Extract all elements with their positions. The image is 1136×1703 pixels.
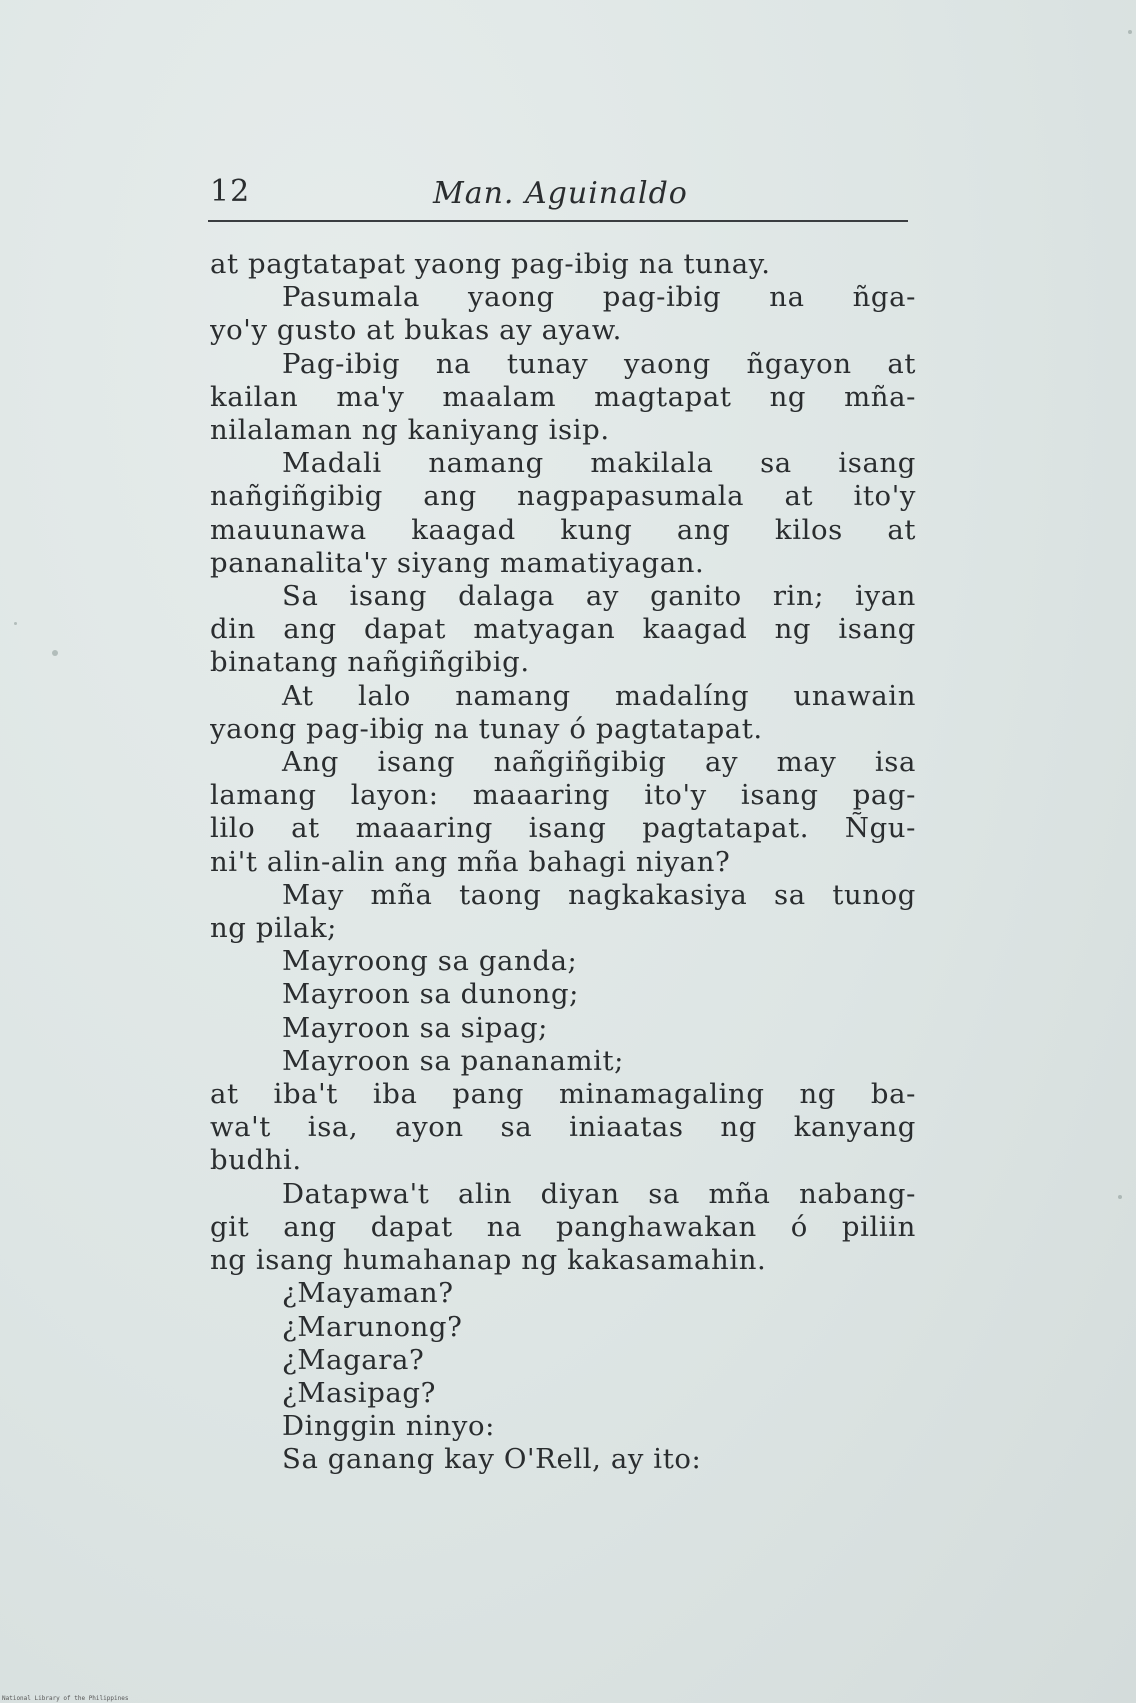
text-line: yo'y gusto at bukas ay ayaw. bbox=[210, 314, 622, 347]
footer-credit: National Library of the Philippines bbox=[2, 1695, 129, 1702]
text-line: din ang dapat matyagan kaagad ng isang bbox=[210, 613, 916, 646]
text-line: Mayroon sa dunong; bbox=[282, 978, 580, 1011]
text-line: mauunawa kaagad kung ang kilos at bbox=[210, 513, 916, 546]
text-line: nilalaman ng kaniyang isip. bbox=[210, 414, 610, 447]
text-line: Mayroon sa sipag; bbox=[282, 1011, 549, 1044]
text-line: Pag-ibig na tunay yaong ñgayon at bbox=[282, 347, 916, 380]
text-line: Mayroong sa ganda; bbox=[282, 945, 578, 978]
text-line: git ang dapat na panghawakan ó piliin bbox=[210, 1210, 916, 1243]
text-line: ng pilak; bbox=[210, 912, 337, 945]
text-line: ng isang humahanap ng kakasamahin. bbox=[210, 1244, 767, 1277]
text-line: ¿Marunong? bbox=[282, 1310, 463, 1343]
text-line: pananalita'y siyang mamatiyagan. bbox=[210, 546, 705, 579]
text-line: May mña taong nagkakasiya sa tunog bbox=[282, 878, 916, 911]
text-line: Pasumala yaong pag-ibig na ñga- bbox=[282, 281, 916, 314]
text-line: wa't isa, ayon sa iniaatas ng kanyang bbox=[210, 1111, 916, 1144]
text-line: Dinggin ninyo: bbox=[282, 1410, 495, 1443]
paper-speck bbox=[14, 622, 17, 625]
text-line: Sa ganang kay O'Rell, ay ito: bbox=[282, 1443, 702, 1476]
text-line: Ang isang nañgiñgibig ay may isa bbox=[282, 746, 916, 779]
text-line: at pagtatapat yaong pag-ibig na tunay. bbox=[210, 248, 771, 280]
text-line: ¿Magara? bbox=[282, 1343, 425, 1376]
text-line: ¿Mayaman? bbox=[282, 1277, 454, 1310]
text-line: ni't alin-alin ang mña bahagi niyan? bbox=[210, 845, 731, 878]
text-line: nañgiñgibig ang nagpapasumala at ito'y bbox=[210, 480, 916, 513]
page-number: 12 bbox=[210, 174, 251, 209]
text-line: at iba't iba pang minamagaling ng ba- bbox=[210, 1078, 916, 1111]
paper-speck bbox=[52, 650, 58, 656]
page-header bbox=[208, 170, 908, 222]
text-line: lamang layon: maaaring ito'y isang pag- bbox=[210, 779, 916, 812]
text-line: Mayroon sa pananamit; bbox=[282, 1044, 625, 1077]
body-text bbox=[210, 248, 916, 1477]
text-line: ¿Masipag? bbox=[282, 1376, 436, 1409]
text-line: Datapwa't alin diyan sa mña nabang- bbox=[282, 1177, 916, 1210]
running-head: Man. Aguinaldo bbox=[433, 176, 688, 211]
text-line: binatang nañgiñgibig. bbox=[210, 646, 530, 679]
text-line: Sa isang dalaga ay ganito rin; iyan bbox=[282, 580, 916, 613]
text-line: kailan ma'y maalam magtapat ng mña- bbox=[210, 380, 916, 413]
paper-speck bbox=[1128, 30, 1132, 34]
text-line: yaong pag-ibig na tunay ó pagtatapat. bbox=[210, 712, 763, 745]
text-line: At lalo namang madalíng unawain bbox=[282, 679, 916, 712]
text-line: lilo at maaaring isang pagtatapat. Ñgu- bbox=[210, 812, 916, 845]
text-line: budhi. bbox=[210, 1144, 302, 1177]
paper-speck bbox=[1118, 1195, 1122, 1199]
text-line: Madali namang makilala sa isang bbox=[282, 447, 916, 480]
